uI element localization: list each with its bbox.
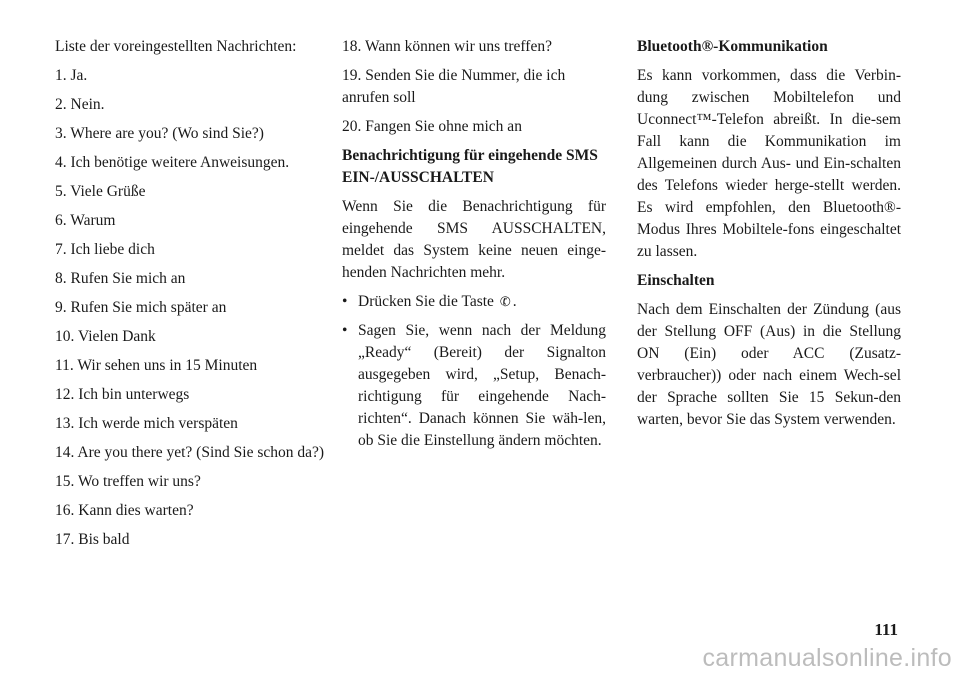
message-item: 5. Viele Grüße: [55, 183, 146, 200]
message-item: 2. Nein.: [55, 96, 105, 113]
message-item: 14. Are you there yet? (Sind Sie schon da?): [55, 444, 325, 461]
list-intro: Liste der voreingestellten Nachrichten:: [55, 38, 297, 55]
page-number: 111: [874, 620, 898, 639]
message-item: 7. Ich liebe dich: [55, 241, 155, 258]
message-item: 18. Wann können wir uns treffen?: [342, 38, 552, 55]
message-item: 15. Wo treffen wir uns?: [55, 473, 201, 490]
message-item: 8. Rufen Sie mich an: [55, 270, 186, 287]
message-item: 10. Vielen Dank: [55, 328, 156, 345]
instruction-bullet-say: • Sagen Sie, wenn nach der Meldung „Ready“ (Bereit) der Signalton ausgegeben wird, „Setup, Benach-richtigung für eingehende Nach-richten“. Danach können Sie wäh-len, ob Sie die Einstellung ändern möchten.: [342, 320, 606, 452]
message-item: 19. Senden Sie die Nummer, die ich anrufen soll: [342, 67, 566, 106]
sms-notification-paragraph: Wenn Sie die Benachrichtigung für eingehende SMS AUSSCHALTEN, meldet das System keine neuen einge-henden Nachrichten mehr.: [342, 198, 606, 281]
bullet-text-end: .: [512, 293, 517, 310]
phone-icon: ✆: [497, 292, 513, 311]
message-item: 3. Where are you? (Wo sind Sie?): [55, 125, 264, 142]
left-column: [55, 36, 327, 558]
right-column: [637, 36, 901, 438]
bullet-text: Drücken Sie die Taste: [358, 293, 494, 310]
section-heading-power-on: Einschalten: [637, 272, 715, 289]
message-item: 12. Ich bin unterwegs: [55, 386, 190, 403]
middle-column: [342, 36, 606, 459]
message-item: 20. Fangen Sie ohne mich an: [342, 118, 522, 135]
section-heading-sms-notification: Benachrichtigung für eingehende SMS EIN-/AUSSCHALTEN: [342, 147, 598, 186]
message-item: 16. Kann dies warten?: [55, 502, 194, 519]
power-on-paragraph: Nach dem Einschalten der Zündung (aus der Stellung OFF (Aus) in die Stellung ON (Ein) oder ACC (Zusatz-verbraucher)) oder nach einem Wech-sel der Sprache sollten Sie 15 Sekun-den warten, bevor Sie das System verwenden.: [637, 301, 901, 428]
message-item: 11. Wir sehen uns in 15 Minuten: [55, 357, 258, 374]
message-item: 6. Warum: [55, 212, 116, 229]
message-item: 9. Rufen Sie mich später an: [55, 299, 227, 316]
instruction-bullet-press: [342, 291, 606, 313]
instruction-list: [342, 291, 606, 452]
message-item: 13. Ich werde mich verspäten: [55, 415, 238, 432]
message-item: 17. Bis bald: [55, 531, 130, 548]
message-item: 1. Ja.: [55, 67, 88, 84]
bluetooth-paragraph: Es kann vorkommen, dass die Verbin-dung zwischen Mobiltelefon und Uconnect™-Telefon abreißt. In die-sem Fall kann die Kommunikation im Allgemeinen durch Aus- und Ein-schalten des Telefons wieder herge-stellt werden. Es wird empfohlen, den Bluetooth®-Modus Ihres Mobiltele-fons eingeschaltet zu lassen.: [637, 67, 901, 260]
section-heading-bluetooth: Bluetooth®-Kommunikation: [637, 38, 828, 55]
message-item: 4. Ich benötige weitere Anweisungen.: [55, 154, 290, 171]
watermark: carmanualsonline.info: [702, 644, 952, 672]
